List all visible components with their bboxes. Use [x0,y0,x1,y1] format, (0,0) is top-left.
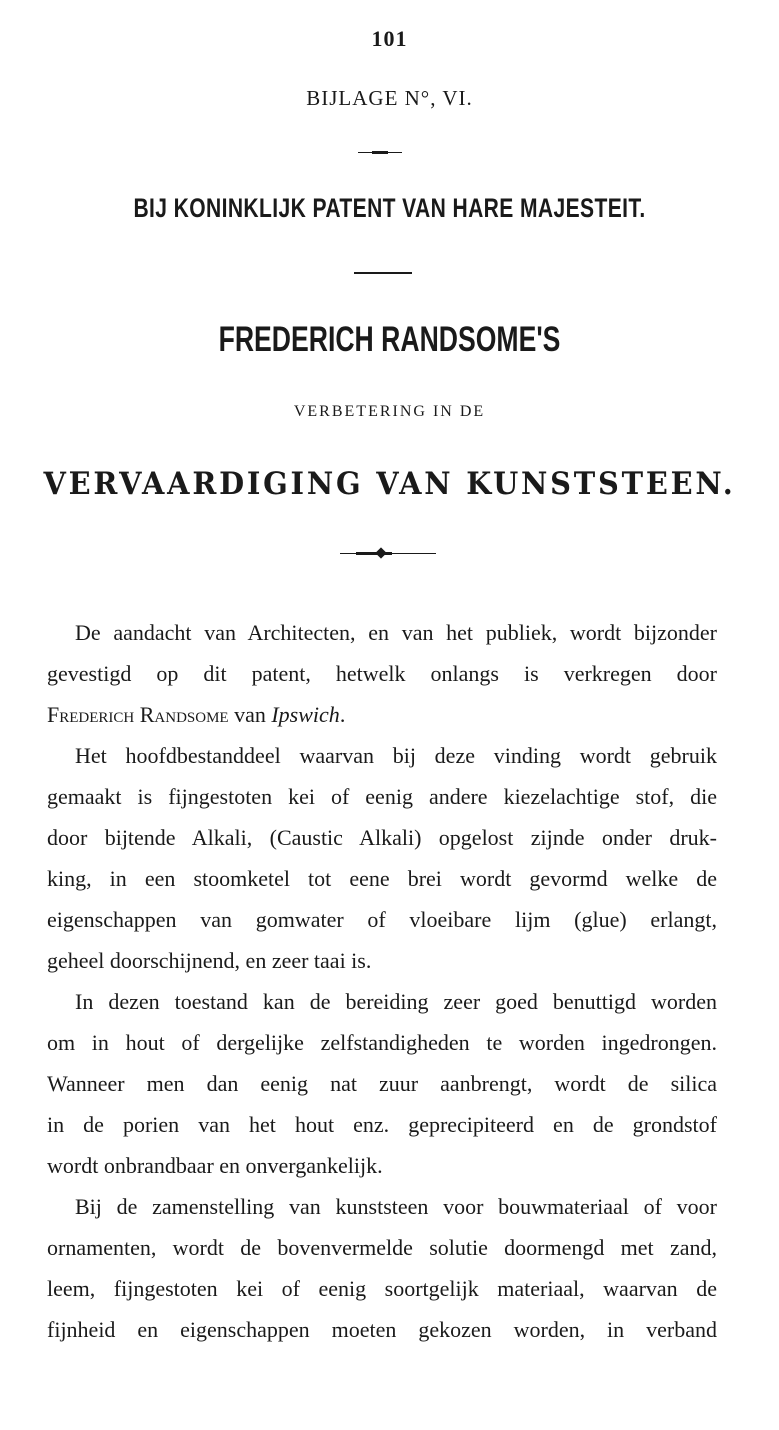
text-line: om in hout of dergelijke zelfstandigheden te worden ingedrongen. [47,1030,717,1055]
text-line: leem, fijngestoten kei of eenig soortgelijk materiaal, waarvan de [47,1276,717,1301]
text-line: door bijtende Alkali, (Caustic Alkali) opgelost zijnde onder druk- [47,825,717,850]
text-line: wordt onbrandbaar en onvergankelijk. [47,1153,383,1178]
inventor-name: Frederich Randsome [47,702,229,727]
text-line: Bij de zamenstelling van kunststeen voor bouwmateriaal of voor [75,1194,717,1219]
text-fragment: . [339,702,346,727]
subtitle: VERBETERING IN DE [293,403,486,420]
text-line: ornamenten, wordt de bovenvermelde solutie doormengd met zand, [47,1235,717,1260]
appendix-label: BIJLAGE N°, VI. [306,86,473,110]
patent-title: BIJ KONINKLIJK PATENT VAN HARE MAJESTEIT. [133,193,646,223]
paragraph-4 [47,1186,717,1350]
text-line: in de porien van het hout enz. geprecipiteerd en de grondstof [47,1112,717,1137]
paragraph-3 [47,981,717,1186]
text-line: De aandacht van Architecten, en van het publiek, wordt bijzonder [75,620,717,645]
text-line: In dezen toestand kan de bereiding zeer goed benuttigd worden [75,989,717,1014]
body-text [47,612,717,1350]
text-line: gevestigd op dit patent, hetwelk onlangs is verkregen door [47,661,717,686]
text-line: geheel doorschijnend, en zeer taai is. [47,948,372,973]
text-line [47,694,717,735]
text-line: eigenschappen van gomwater of vloeibare lijm (glue) erlangt, [47,907,717,932]
page-number: 101 [371,26,408,51]
text-line: king, in een stoomketel tot eene brei wordt gevormd welke de [47,866,717,891]
text-line: gemaakt is fijngestoten kei of eenig andere kiezelachtige stof, die [47,784,717,809]
ornament-diamond [375,547,386,558]
ornament-rule-top-center [372,151,388,154]
main-title: VERVAARDIGING VAN KUNSTSTEEN. [43,466,736,502]
divider-rule [354,272,412,274]
text-fragment: van [228,702,272,727]
inventor-heading: FREDERICH RANDSOME'S [218,320,561,359]
text-line: Wanneer men dan eenig nat zuur aanbrengt, wordt de silica [47,1071,717,1096]
text-line: fijnheid en eigenschappen moeten gekozen worden, in verband [47,1317,717,1342]
place-name: Ipswich [271,702,340,727]
paragraph-2 [47,735,717,981]
text-line: Het hoofdbestanddeel waarvan bij deze vinding wordt gebruik [75,743,717,768]
paragraph-1 [47,612,717,735]
